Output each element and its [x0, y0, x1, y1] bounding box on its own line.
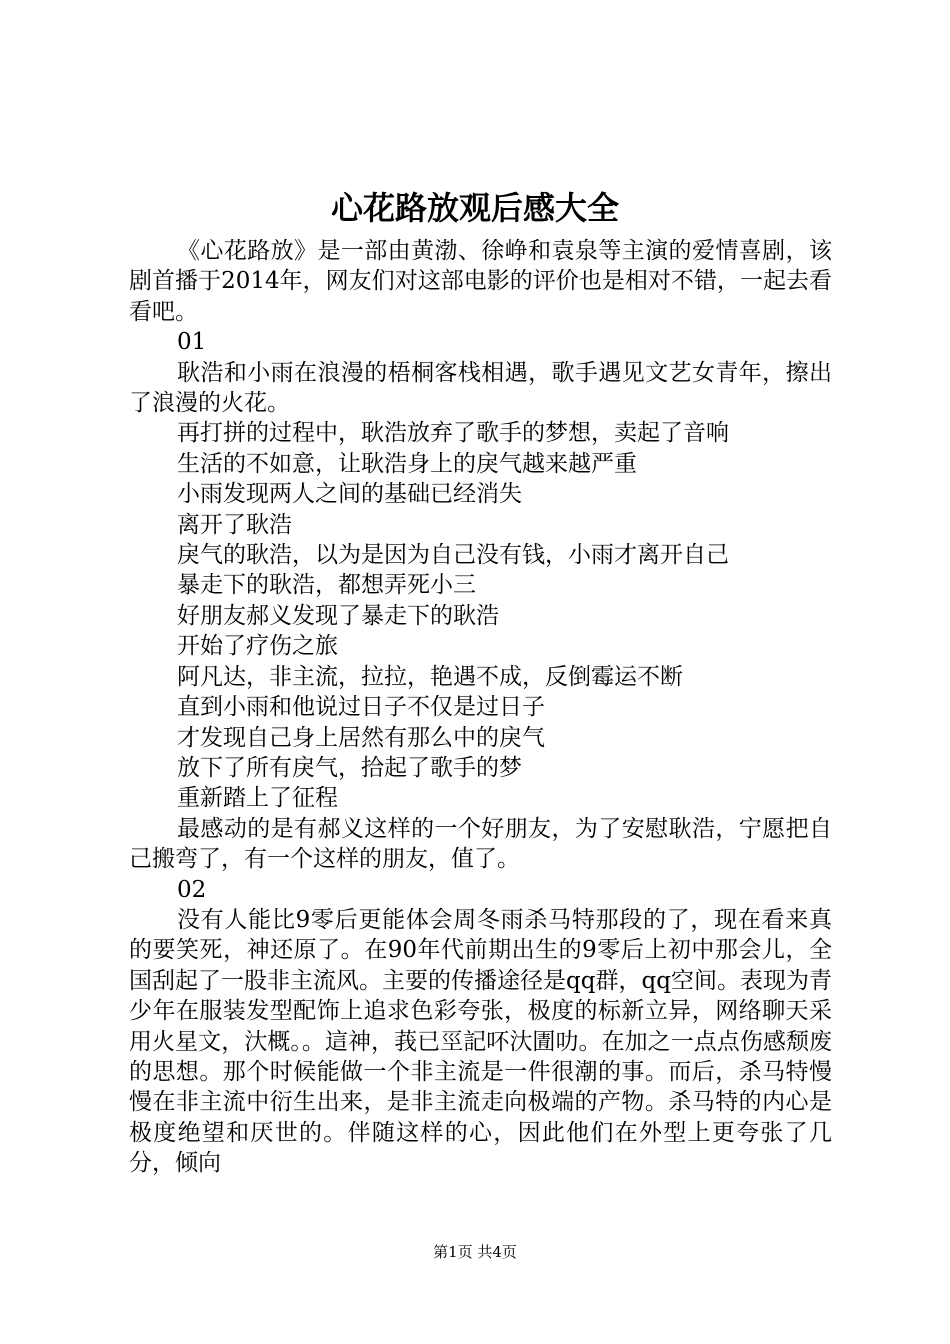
- body-line: 生活的不如意，让耿浩身上的戾气越来越严重: [177, 450, 637, 477]
- document-body: [129, 236, 832, 1179]
- body-line: 直到小雨和他说过日子不仅是过日子: [177, 694, 545, 721]
- body-line: 离开了耿浩: [177, 511, 292, 538]
- body-line: 才发现自己身上居然有那么中的戾气: [177, 724, 545, 751]
- body-line: 好朋友郝义发现了暴走下的耿浩: [177, 602, 499, 629]
- body-paragraph: 没有人能比9零后更能体会周冬雨杀马特那段的了，现在看来真的要笑死，神还原了。在90年代前期出生的9零后上初中那会儿，全国刮起了一股非主流风。主要的传播途径是qq群，qq空间。表现为青少年在服装发型配饰上追求色彩夸张，极度的标新立异，网络聊天采用火星文，汏概。。這神，莪已巠記吥汏圊叻。在加之一点点伤感颓废的思想。那个时候能做一个非主流是一件很潮的事。而后，杀马特慢慢在非主流中衍生出来，是非主流走向极端的产物。杀马特的内心是极度绝望和厌世的。伴随这样的心，因此他们在外型上更夸张了几分，倾向: [129, 906, 832, 1177]
- section-number: 01: [177, 329, 207, 356]
- body-line: 开始了疗伤之旅: [177, 633, 338, 660]
- body-line: 重新踏上了征程: [177, 785, 338, 812]
- body-line: 暴走下的耿浩，都想弄死小三: [177, 572, 476, 599]
- document-title: 心花路放观后感大全: [330, 189, 619, 227]
- body-line: 小雨发现两人之间的基础已经消失: [177, 481, 522, 508]
- intro-paragraph: 《心花路放》是一部由黄渤、徐峥和袁泉等主演的爱情喜剧，该剧首播于2014年，网友们对这部电影的评价也是相对不错，一起去看看吧。: [129, 238, 832, 325]
- body-paragraph: 耿浩和小雨在浪漫的梧桐客栈相遇，歌手遇见文艺女青年，擦出了浪漫的火花。: [129, 359, 832, 417]
- body-paragraph: 最感动的是有郝义这样的一个好朋友，为了安慰耿浩，宁愿把自己搬弯了，有一个这样的朋友，值了。: [129, 815, 832, 873]
- section-number: 02: [177, 876, 207, 903]
- page-footer: 第1页 共4页: [433, 1243, 517, 1261]
- body-line: 再打拼的过程中，耿浩放弃了歌手的梦想，卖起了音响: [177, 420, 729, 447]
- body-line: 阿凡达，非主流，拉拉，艳遇不成，反倒霉运不断: [177, 663, 683, 690]
- body-line: 戾气的耿浩，以为是因为自己没有钱，小雨才离开自己: [177, 542, 729, 569]
- body-line: 放下了所有戾气，拾起了歌手的梦: [177, 754, 522, 781]
